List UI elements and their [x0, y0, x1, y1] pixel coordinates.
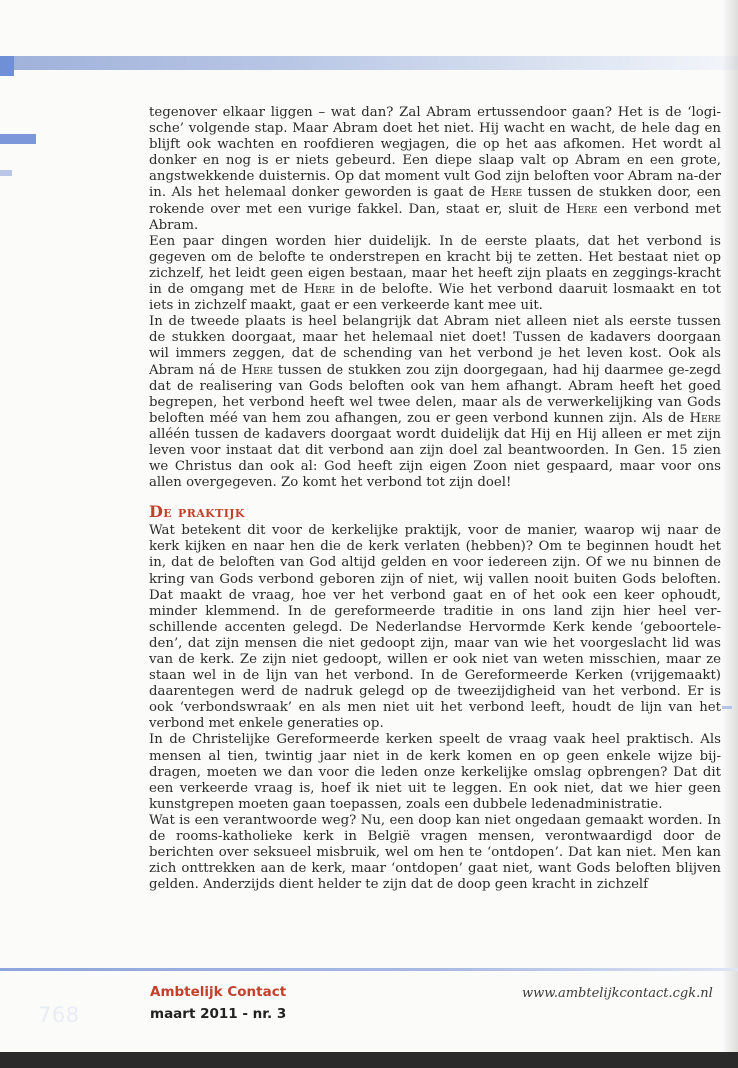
side-accent-mark: [0, 56, 14, 76]
paragraph: Een paar dingen worden hier duidelijk. In de eerste plaats, dat het verbond is gegeven om de belofte te onderstrepen en kracht bij te zetten. Het bestaat niet op zichzelf, het leidt geen eigen bestaan, maar het heeft zijn plaats en zeggings-kracht in de omgang met de Here in de belofte. Wie het verbond daaruit losmaakt en tot iets in zichzelf maakt, gaat er een verkeerde kant mee uit.: [149, 233, 721, 314]
page-number: 768: [38, 1003, 80, 1027]
scan-border: [0, 1052, 738, 1068]
paragraph: In de tweede plaats is heel belangrijk dat Abram niet alleen niet als eerste tussen de stukken doorgaat, maar het helemaal niet doet! Tussen de kadavers doorgaan wil immers zeggen, dat de schending van het verbond je het leven kost. Ook als Abram ná de Here tussen de stukken zou zijn doorgegaan, had hij daarmee ge-zegd dat de realisering van Gods beloften ook van hem afhangt. Abram heeft het goed begrepen, het verbond heeft wel twee delen, maar als de verwerkelijking van Gods beloften méé van hem zou afhangen, zou er geen verbond kunnen zijn. Als de Here alléén tussen de kadavers doorgaat wordt duidelijk dat Hij en Hij alleen er met zijn leven voor instaat dat dit verbond aan zijn doel zal beantwoorden. In Gen. 15 zien we Christus dan ook al: God heeft zijn eigen Zoon niet gespaard, maar voor ons allen overgegeven. Zo komt het verbond tot zijn doel!: [149, 314, 722, 491]
article-body: [149, 105, 721, 893]
magazine-title: Ambtelijk Contact: [150, 984, 287, 1000]
issue-label: maart 2011 - nr. 3: [150, 1006, 287, 1022]
section-heading: De praktijk: [149, 502, 245, 522]
paragraph: Wat betekent dit voor de kerkelijke praktijk, voor de manier, waarop wij naar de kerk kijken en naar hen die de kerk verlaten (hebben)? Om te beginnen houdt het in, dat de beloften van God altijd gelden en voor iedereen zijn. Of we nu binnen de kring van Gods verbond geboren zijn of niet, wij vallen nooit buiten Gods beloften. Dat maakt de vraag, hoe ver het verbond gaat en of het ook een keer ophoudt, minder klemmend. In de gereformeerde traditie in ons land zijn hier heel ver-schillende accenten gelegd. De Nederlandse Hervormde Kerk kende ‘geboortele-den’, dat zijn mensen die niet gedoopt zijn, maar van wie het voorgeslacht lid was van de kerk. Ze zijn niet gedoopt, willen er ook niet van weten misschien, maar ze staan wel in de lijn van het verbond. In de Gereformeerde Kerken (vrijgemaakt) daarentegen werd de nadruk gelegd op de tweezijdigheid van het verbond. Er is ook ‘verbondswraak’ en als men niet uit het verbond leeft, houdt de lijn van het verbond met enkele generaties op.: [149, 523, 721, 732]
page-edge-shadow: [722, 0, 738, 1068]
paragraph: Wat is een verantwoorde weg? Nu, een doop kan niet ongedaan gemaakt worden. In de rooms-katholieke kerk in België vragen mensen, verontwaardigd door de berichten over seksueel misbruik, wel om hen te ‘ontdopen’. Dat kan niet. Men kan zich onttrekken aan de kerk, maar ‘ontdopen’ gaat niet, want Gods beloften blijven gelden. Anderzijds dient helder te zijn dat de doop geen kracht in zichzelf: [149, 812, 721, 893]
paragraph: In de Christelijke Gereformeerde kerken speelt de vraag vaak heel praktisch. Als mensen al tien, twintig jaar niet in de kerk komen en op geen enkele wijze bij-dragen, moeten we dan voor die leden onze kerkelijke omslag opbrengen? Dat dit een verkeerde vraag is, hoef ik niet uit te leggen. En ook niet, dat we hier geen kunstgrepen moeten gaan toepassen, zoals een dubbele ledenadministratie.: [149, 732, 721, 812]
website-url: www.ambtelijkcontact.cgk.nl: [522, 986, 713, 1001]
page-edge-mark: [722, 706, 732, 709]
side-accent-mark: [0, 134, 36, 144]
paragraph: tegenover elkaar liggen – wat dan? Zal Abram ertussendoor gaan? Het is de ‘logi-sche’ volgende stap. Maar Abram doet het niet. Hij wacht en wacht, de hele dag en blijft ook wachten en roofdieren wegjagen, die op het aas afkomen. Het wordt al donker en nog is er niets gebeurd. Een diepe slaap valt op Abram en een grote, angstwekkende duisternis. Op dat moment vult God zijn beloften voor Abram na-der in. Als het helemaal donker geworden is gaat de Here tussen de stukken door, een rokende over met een vurige fakkel. Dan, staat er, sluit de Here een verbond met Abram.: [149, 105, 721, 233]
footer-rule: [0, 968, 738, 971]
top-color-band: [0, 56, 738, 70]
side-accent-mark: [0, 170, 12, 176]
